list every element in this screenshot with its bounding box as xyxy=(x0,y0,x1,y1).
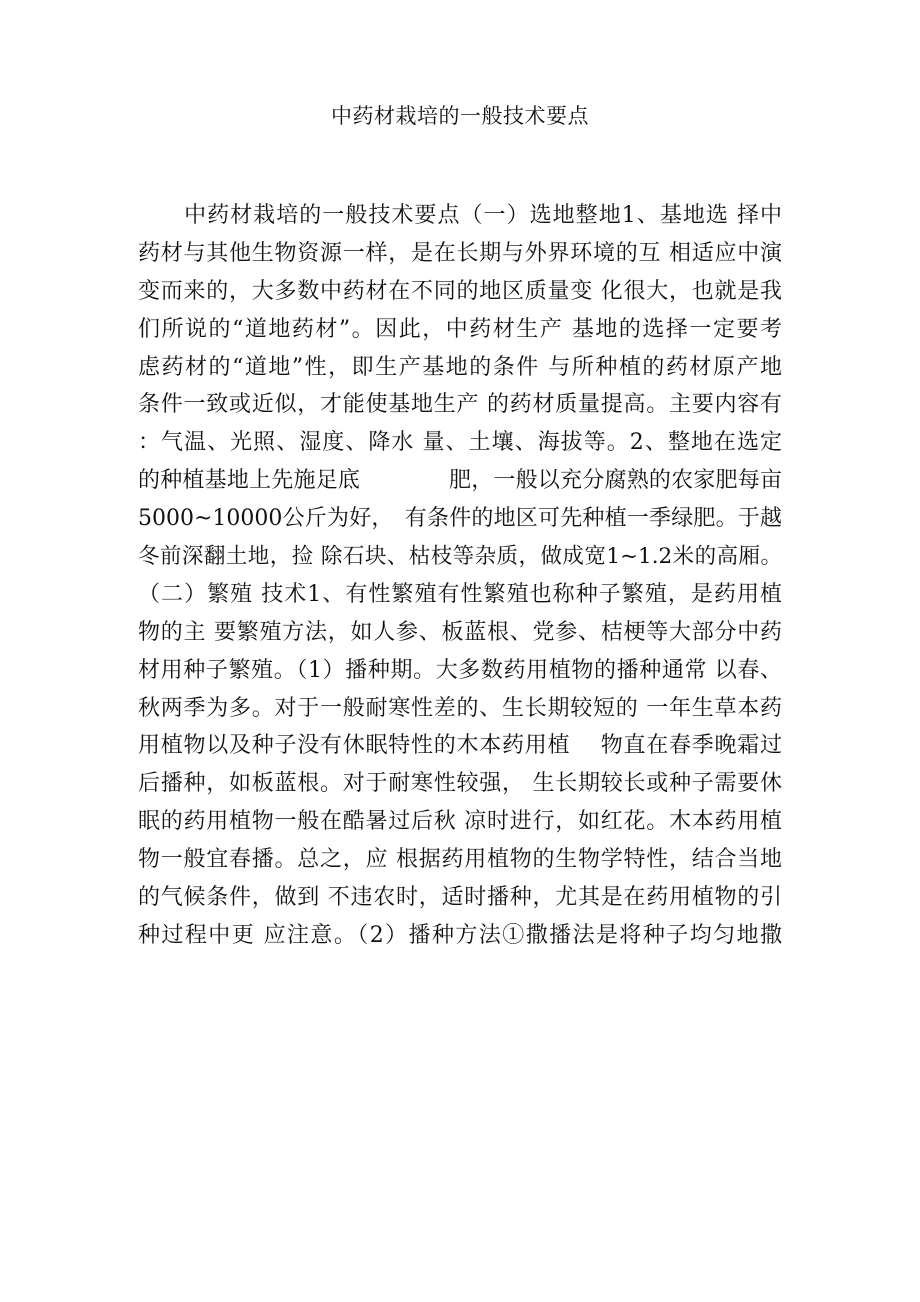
body-line: 秋两季为多。对于一般耐寒性差的、生长期较短的 一年生草本药 xyxy=(138,695,782,721)
body-line: 物一般宜春播。总之，应 根据药用植物的生物学特性，结合当地 xyxy=(138,847,782,873)
body-line: ：气温、光照、湿度、降水 量、土壤、海拔等。2、整地在选定 xyxy=(138,430,782,456)
body-line: 用植物以及种子没有休眠特性的木本药用植 物直在春季晚霜过 xyxy=(138,733,782,759)
body-line: 的气候条件，做到 不违农时，适时播种，尤其是在药用植物的引 xyxy=(138,885,782,911)
body-line: 中药材栽培的一般技术要点（一）选地整地1、基地选 择中 xyxy=(138,203,782,228)
body-line: 眠的药用植物一般在酷暑过后秋 凉时进行，如红花。木本药用植 xyxy=(138,809,782,835)
body-line: 5000~10000公斤为好， 有条件的地区可先种植一季绿肥。于越 xyxy=(138,506,782,532)
document-title: 中药材栽培的一般技术要点 xyxy=(331,104,589,128)
body-line: 材用种子繁殖。（1）播种期。大多数药用植物的播种通常 以春、 xyxy=(138,657,782,683)
body-line: 物的主 要繁殖方法，如人参、板蓝根、党参、桔梗等大部分中药 xyxy=(138,619,782,645)
body-line: 条件一致或近似，才能使基地生产 的药材质量提高。主要内容有 xyxy=(138,392,782,418)
body-line: 虑药材的“道地”性，即生产基地的条件 与所种植的药材原产地 xyxy=(138,354,782,380)
body-line: 们所说的“道地药材”。因此，中药材生产 基地的选择一定要考 xyxy=(138,316,782,342)
body-line: 药材与其他生物资源一样，是在长期与外界环境的互 相适应中演 xyxy=(138,240,782,266)
body-line: 种过程中更 应注意。（2）播种方法①撒播法是将种子均匀地撒 xyxy=(138,922,782,948)
body-line: 变而来的，大多数中药材在不同的地区质量变 化很大，也就是我 xyxy=(138,278,782,304)
body-line: 的种植基地上先施足底 肥，一般以充分腐熟的农家肥每亩 xyxy=(138,468,782,494)
body-line: 冬前深翻土地，捡 除石块、枯枝等杂质，做成宽1~1.2米的高厢。 xyxy=(138,544,782,570)
document-body xyxy=(138,197,782,955)
body-line: 后播种，如板蓝根。对于耐寒性较强， 生长期较长或种子需要休 xyxy=(138,771,782,797)
body-line: （二）繁殖 技术1、有性繁殖有性繁殖也称种子繁殖，是药用植 xyxy=(138,581,782,607)
